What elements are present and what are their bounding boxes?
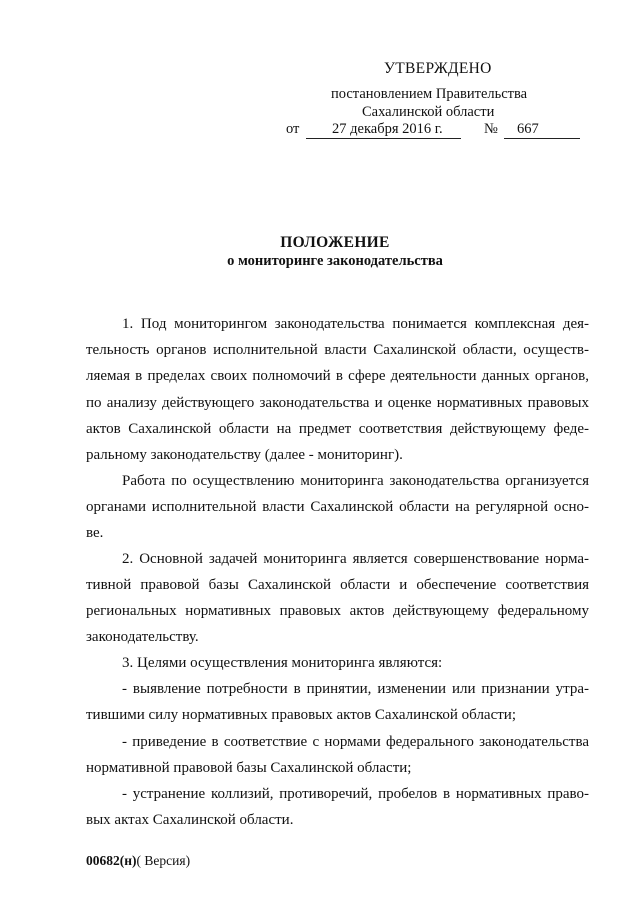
body-line: нормативной правовой базы Сахалинской области;	[86, 760, 412, 776]
body-line: Работа по осуществлению мониторинга законодательства организуется	[122, 473, 589, 489]
date-underline	[306, 138, 461, 139]
approval-number: 667	[517, 121, 539, 137]
from-label: от	[286, 121, 300, 137]
body-line: тивной правовой базы Сахалинской области и обеспечение соответствия	[86, 577, 589, 593]
body-line: 2. Основной задачей мониторинга является совершенствование норма-	[122, 551, 589, 567]
approved-heading: УТВЕРЖДЕНО	[384, 60, 492, 77]
body-line: органами исполнительной власти Сахалинской области на регулярной осно-	[86, 499, 589, 515]
approval-region-line: Сахалинской области	[362, 104, 495, 120]
document-code: 00682(н)	[86, 853, 137, 868]
body-line: 1. Под мониторингом законодательства понимается комплексная дея-	[122, 316, 589, 332]
document-footer-code	[86, 853, 190, 869]
body-line: - устранение коллизий, противоречий, пробелов в нормативных право-	[122, 786, 589, 802]
document-version: ( Версия)	[136, 853, 191, 868]
number-underline	[504, 138, 580, 139]
body-line: - приведение в соответствие с нормами федерального законодательства	[122, 734, 589, 750]
body-line: вых актах Сахалинской области.	[86, 812, 294, 828]
body-line: ве.	[86, 525, 104, 541]
body-line: по анализу действующего законодательства и оценке нормативных правовых	[86, 395, 589, 411]
body-line: - выявление потребности в принятии, изменении или признании утра-	[122, 681, 589, 697]
body-line: актов Сахалинской области на предмет соответствия действующему феде-	[86, 421, 589, 437]
body-line: региональных нормативных правовых актов действующему федеральному	[86, 603, 589, 619]
approval-date-row	[286, 121, 586, 141]
body-line: тившими силу нормативных правовых актов Сахалинской области;	[86, 707, 516, 723]
body-line: ляемая в пределах своих полномочий в сфере деятельности данных органов,	[86, 368, 589, 384]
document-title: ПОЛОЖЕНИЕ	[280, 234, 390, 251]
number-label: №	[484, 121, 498, 137]
approval-date: 27 декабря 2016 г.	[332, 121, 443, 137]
body-line: ральному законодательству (далее - мониторинг).	[86, 447, 403, 463]
body-line: тельность органов исполнительной власти Сахалинской области, осуществ-	[86, 342, 589, 358]
body-line: 3. Целями осуществления мониторинга являются:	[122, 655, 443, 671]
document-subtitle: о мониторинге законодательства	[227, 253, 443, 269]
approval-decree-line: постановлением Правительства	[331, 86, 528, 102]
body-line: законодательству.	[86, 629, 199, 645]
